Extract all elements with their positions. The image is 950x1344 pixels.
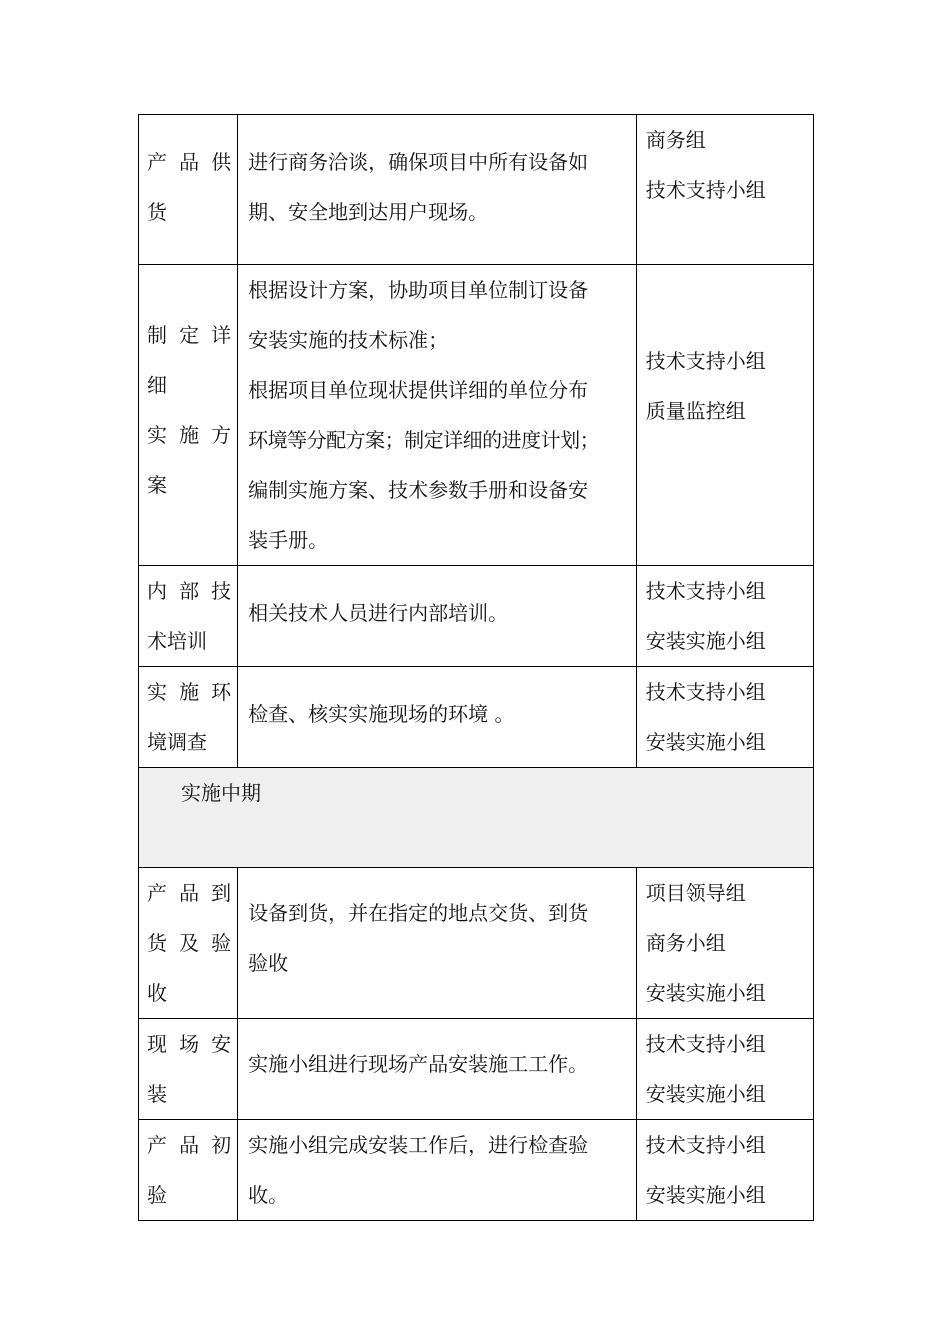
team-name: 技术支持小组 bbox=[645, 178, 766, 202]
team-name: 项目领导组 bbox=[645, 881, 746, 905]
task-cell bbox=[139, 868, 238, 1019]
team-cell bbox=[636, 868, 813, 1019]
task-line: 内 部 技 bbox=[147, 579, 232, 603]
task-line: 术培训 bbox=[147, 629, 207, 653]
section-title: 实施中期 bbox=[181, 781, 261, 805]
team-name: 技术支持小组 bbox=[645, 579, 766, 603]
task-cell bbox=[139, 1120, 238, 1221]
description-line: 环境等分配方案；制定详细的进度计划； bbox=[248, 428, 600, 452]
description-cell bbox=[238, 868, 637, 1019]
implementation-plan-table bbox=[138, 114, 814, 1221]
table-row bbox=[139, 868, 814, 1019]
team-cell bbox=[636, 1120, 813, 1221]
description-line: 根据设计方案，协助项目单位制订设备 bbox=[248, 278, 589, 302]
description-cell bbox=[238, 1019, 637, 1120]
task-line: 验 bbox=[147, 1183, 167, 1207]
description-line: 收。 bbox=[248, 1183, 289, 1207]
description-line: 相关技术人员进行内部培训。 bbox=[248, 601, 509, 625]
description-line: 实施小组完成安装工作后，进行检查验 bbox=[248, 1133, 589, 1157]
team-cell bbox=[636, 115, 813, 265]
team-cell bbox=[636, 1019, 813, 1120]
team-name: 技术支持小组 bbox=[645, 680, 766, 704]
team-name: 安装实施小组 bbox=[645, 1183, 766, 1207]
team-name: 安装实施小组 bbox=[645, 629, 766, 653]
task-cell bbox=[139, 1019, 238, 1120]
team-name: 安装实施小组 bbox=[645, 730, 766, 754]
task-cell bbox=[139, 115, 238, 265]
task-line: 细 bbox=[147, 373, 167, 397]
task-line: 货 及 验 bbox=[147, 931, 232, 955]
description-cell bbox=[238, 115, 637, 265]
description-line: 安装实施的技术标准； bbox=[248, 328, 449, 352]
team-name: 商务小组 bbox=[645, 931, 726, 955]
task-cell bbox=[139, 265, 238, 566]
team-name: 技术支持小组 bbox=[645, 1032, 766, 1056]
table-row bbox=[139, 566, 814, 667]
team-name: 质量监控组 bbox=[645, 399, 746, 423]
table-row bbox=[139, 667, 814, 768]
table-row bbox=[139, 265, 814, 566]
team-cell bbox=[636, 667, 813, 768]
table-row bbox=[139, 115, 814, 265]
team-name: 商务组 bbox=[645, 128, 706, 152]
task-line: 境调查 bbox=[147, 730, 207, 754]
description-cell bbox=[238, 566, 637, 667]
task-line: 产 品 初 bbox=[147, 1133, 232, 1157]
description-cell bbox=[238, 667, 637, 768]
task-line: 装 bbox=[147, 1082, 167, 1106]
table-row bbox=[139, 1019, 814, 1120]
task-line: 实 施 环 bbox=[147, 680, 232, 704]
description-cell bbox=[238, 265, 637, 566]
task-cell bbox=[139, 566, 238, 667]
task-line: 产 品 到 bbox=[147, 881, 232, 905]
task-line: 案 bbox=[147, 473, 167, 497]
description-line: 装手册。 bbox=[248, 528, 329, 552]
task-line: 制 定 详 bbox=[147, 323, 232, 347]
section-header-row bbox=[139, 768, 814, 868]
description-line: 实施小组进行现场产品安装施工工作。 bbox=[248, 1052, 589, 1076]
description-line: 验收 bbox=[248, 951, 289, 975]
task-line: 货 bbox=[147, 200, 167, 224]
description-line: 编制实施方案、技术参数手册和设备安 bbox=[248, 478, 589, 502]
description-line: 期、安全地到达用户现场。 bbox=[248, 200, 489, 224]
description-line: 进行商务洽谈，确保项目中所有设备如 bbox=[248, 150, 589, 174]
description-line: 设备到货，并在指定的地点交货、到货 bbox=[248, 901, 589, 925]
task-line: 实 施 方 bbox=[147, 423, 232, 447]
description-line: 根据项目单位现状提供详细的单位分布 bbox=[248, 378, 589, 402]
table-row bbox=[139, 1120, 814, 1221]
team-cell bbox=[636, 265, 813, 566]
section-cell bbox=[139, 768, 814, 868]
team-cell bbox=[636, 566, 813, 667]
description-line: 检查、核实实施现场的环境 。 bbox=[248, 702, 515, 726]
team-name: 技术支持小组 bbox=[645, 349, 766, 373]
team-name: 安装实施小组 bbox=[645, 981, 766, 1005]
task-line: 产 品 供 bbox=[147, 150, 232, 174]
team-name: 安装实施小组 bbox=[645, 1082, 766, 1106]
task-line: 收 bbox=[147, 981, 167, 1005]
team-name: 技术支持小组 bbox=[645, 1133, 766, 1157]
description-cell bbox=[238, 1120, 637, 1221]
task-cell bbox=[139, 667, 238, 768]
task-line: 现 场 安 bbox=[147, 1032, 232, 1056]
